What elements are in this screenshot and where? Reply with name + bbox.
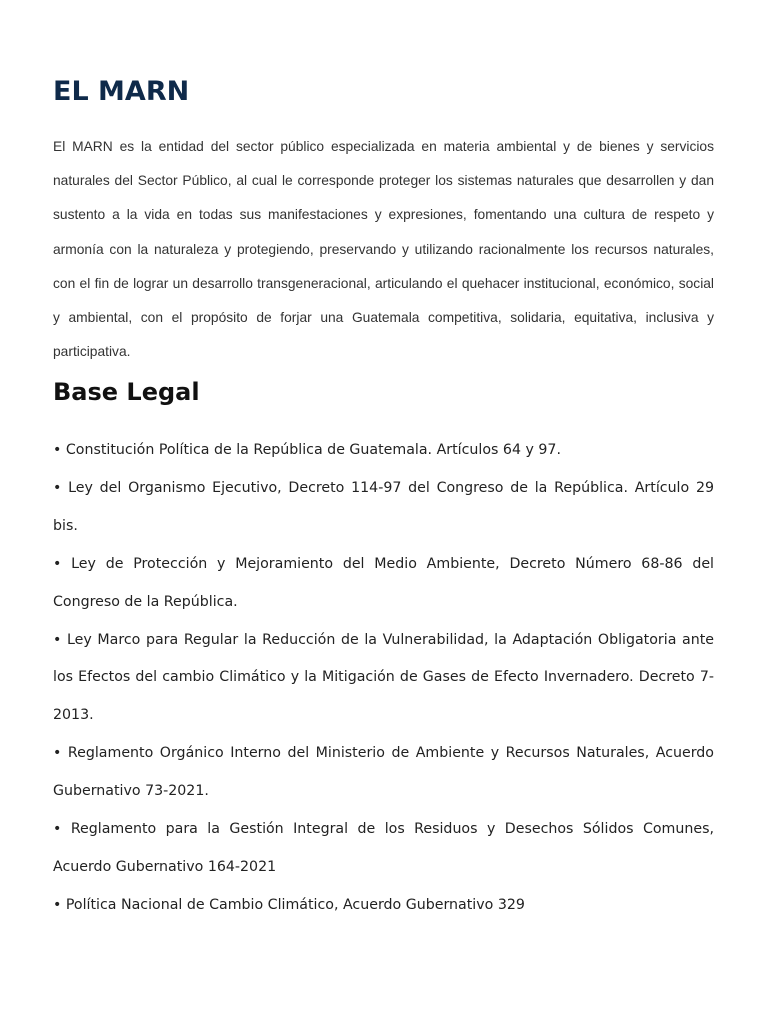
legal-item: • Constitución Política de la República de Guatemala. Artículos 64 y 97. <box>53 442 561 458</box>
page-title: EL MARN <box>53 76 190 107</box>
legal-item: • Ley Marco para Regular la Reducción de la Vulnerabilidad, la Adaptación Obligatoria ante los Efectos del cambio Climático y la Mitigación de Gases de Efecto Invernadero. Decreto 7-2013. <box>53 631 714 724</box>
legal-item: • Ley del Organismo Ejecutivo, Decreto 114-97 del Congreso de la República. Artículo 29 bis. <box>53 479 714 534</box>
intro-paragraph: El MARN es la entidad del sector público especializada en materia ambiental y de bienes y servicios naturales del Sector Público, al cual le corresponde proteger los sistemas naturales que desarrollen y dan sustento a la vida en todas sus manifestaciones y expresiones, fomentando una cultura de respeto y armonía con la naturaleza y protegiendo, preservando y utilizando racionalmente los recursos naturales, con el fin de lograr un desarrollo transgeneracional, articulando el quehacer institucional, económico, social y ambiental, con el propósito de forjar una Guatemala competitiva, solidaria, equitativa, inclusiva y participativa. <box>53 139 714 360</box>
legal-item: • Reglamento para la Gestión Integral de los Residuos y Desechos Sólidos Comunes, Acuerdo Gubernativo 164-2021 <box>53 821 714 875</box>
legal-item: • Ley de Protección y Mejoramiento del Medio Ambiente, Decreto Número 68-86 del Congreso de la República. <box>53 555 714 610</box>
base-legal-heading: Base Legal <box>53 378 200 406</box>
base-legal-list <box>53 432 714 925</box>
legal-item: • Reglamento Orgánico Interno del Ministerio de Ambiente y Recursos Naturales, Acuerdo Gubernativo 73-2021. <box>53 745 714 800</box>
legal-item: • Política Nacional de Cambio Climático, Acuerdo Gubernativo 329 <box>53 896 525 913</box>
